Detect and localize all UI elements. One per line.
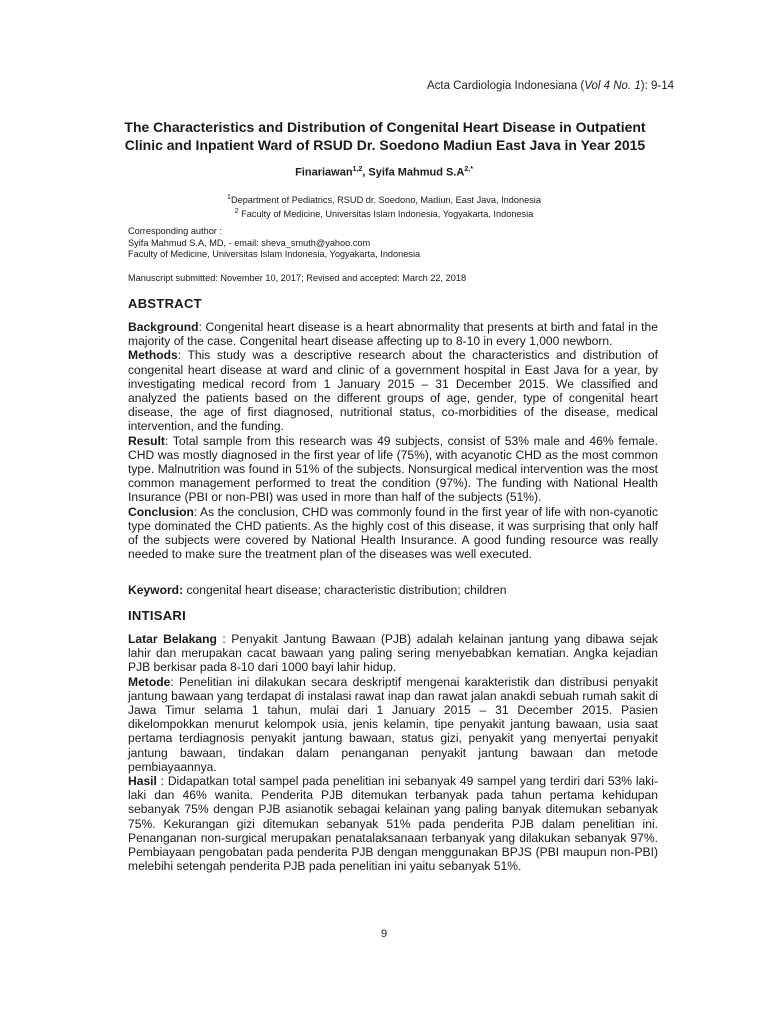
author-2: , Syifa Mahmud S.A — [362, 166, 465, 179]
corr-name-email: Syifa Mahmud S.A, MD, - email: sheva_smuth@yahoo.com — [128, 237, 371, 248]
keywords — [128, 583, 506, 597]
affiliation-1: $^1$Department of Pediatrics, RSUD dr. Soedono, Madiun, East Java, Indonesia — [227, 194, 541, 206]
journal-name: Acta Cardiologia Indonesiana — [426, 80, 578, 92]
corr-label: Corresponding author : — [128, 226, 222, 236]
keyword-label: Keyword: — [128, 583, 184, 597]
abstract-result: Result: Total sample from this research was 49 subjects, consist of 53% male and 46% female. CHD was mostly diagnosed in the first year of life (75%), with acyanotic CHD as the most common type. Malnutrition was found in 51% of the subjects. Nonsurgical medical intervention was the most common management performed to treat the condition (97%). The funding with National Health Insurance (PBI or non-PBI) was used in more than half of the subjects (51%). — [128, 433, 658, 505]
author-list — [128, 166, 640, 179]
corr-affiliation: Faculty of Medicine, Universitas Islam Indonesia, Yogyakarta, Indonesia — [128, 249, 421, 259]
intisari-hasil: Hasil : Didapatkan total sampel pada penelitian ini sebanyak 49 sampel yang terdiri dari 53% laki-laki dan 46% wanita. Penderita PJB ditemukan terbanyak pada tahun pertama kehidupan sebanyak 75% dengan PJB asianotik sebagai kelainan yang paling banyak ditemukan sebanyak 75%. Kekurangan gizi ditemukan sebanyak 51% pada penderita PJB dalam penelitian ini. Penanganan non-surgical merupakan penatalaksanaan terbanyak yang dilakukan sebanyak 97%. Pembiayaan pengobatan pada penderita PJB dengan menggunakan BPJS (PBI maupun non-PBI) melebihi setengah penderita PJB pada penelitian ini yaitu sebanyak 51%. — [128, 774, 658, 874]
journal-header: Acta Cardiologia Indonesiana (Vol 4 No. 1): 9-14 — [426, 80, 674, 92]
intisari-latar: Latar Belakang : Penyakit Jantung Bawaan (PJB) adalah kelainan jantung yang dibawa sejak lahir dan merupakan cacat bawaan yang paling sering menyebabkan kematian. Angka kejadian PJB berkisar pada 8-10 dari 1000 bayi lahir hidup. — [128, 632, 658, 675]
intisari-metode: Metode: Penelitian ini dilakukan secara deskriptif mengenai karakteristik dan distribusi penyakit jantung bawaan yang terdapat di instalasi rawat inap dan rawat jalan anakdi sebuah rumah sakit di Jawa Timur selama 1 tahun, mulai dari 1 January 2015 – 31 December 2015. Pasien dikelompokkan menurut kelompok usia, jenis kelamin, tipe penyakit jantung bawaan, usia saat pertama terdiagnosis penyakit jantung bawaan, status gizi, penyakit yang menyertai penyakit jantung bawaan, tindakan dalam penanganan penyakit jantung bawaan dan metode pembiayaannya. — [128, 674, 658, 774]
intisari-heading: INTISARI — [128, 608, 187, 623]
abstract-heading: ABSTRACT — [128, 296, 202, 311]
article-title — [100, 118, 670, 154]
author-1: Finariawan — [295, 166, 353, 179]
author-1-sup: 1,2 — [352, 166, 363, 173]
author-2-sup: 2,* — [464, 166, 473, 173]
journal-pages: : 9-14 — [644, 80, 674, 92]
affiliation-2: $^2$ Faculty of Medicine, Universitas Islam Indonesia, Yogyakarta, Indonesia — [234, 208, 534, 220]
abstract-conclusion: Conclusion: As the conclusion, CHD was commonly found in the first year of life with non-cyanotic type dominated the CHD patients. As the highly cost of this disease, it was surprising that only half of the subjects were covered by National Health Insurance. A good funding resource was really needed to make sure the treatment plan of the diseases was well executed. — [128, 504, 658, 562]
manuscript-dates: Manuscript submitted: November 10, 2017; Revised and accepted: March 22, 2018 — [128, 273, 467, 283]
keyword-text: congenital heart disease; characteristic distribution; children — [183, 583, 507, 597]
affiliations — [128, 192, 640, 220]
intisari-body — [128, 632, 658, 873]
abstract-body — [128, 320, 658, 561]
page-number: 9 — [380, 928, 388, 940]
abstract-background: Background: Congenital heart disease is a heart abnormality that presents at birth and fatal in the majority of the case. Congenital heart disease affecting up to 8-10 in every 1,000 newborn. — [128, 320, 658, 349]
title-line-1: The Characteristics and Distribution of Congenital Heart Disease in Outpatient — [124, 119, 646, 135]
title-line-2: Clinic and Inpatient Ward of RSUD Dr. Soedono Madiun East Java in Year 2015 — [124, 137, 646, 153]
journal-issue: Vol 4 No. 1 — [584, 80, 641, 92]
abstract-methods: Methods: This study was a descriptive research about the characteristics and distribution of congenital heart disease at ward and clinic of a government hospital in East Java for a year, by investigating medical record from 1 January 2015 – 31 December 2015. We classified and analyzed the patients based on the different groups of age, gender, type of congenital heart disease, the age of first diagnosed, nutritional status, co-morbidities of the disease, medical intervention, and the funding. — [128, 348, 658, 434]
corresponding-author — [128, 226, 420, 261]
